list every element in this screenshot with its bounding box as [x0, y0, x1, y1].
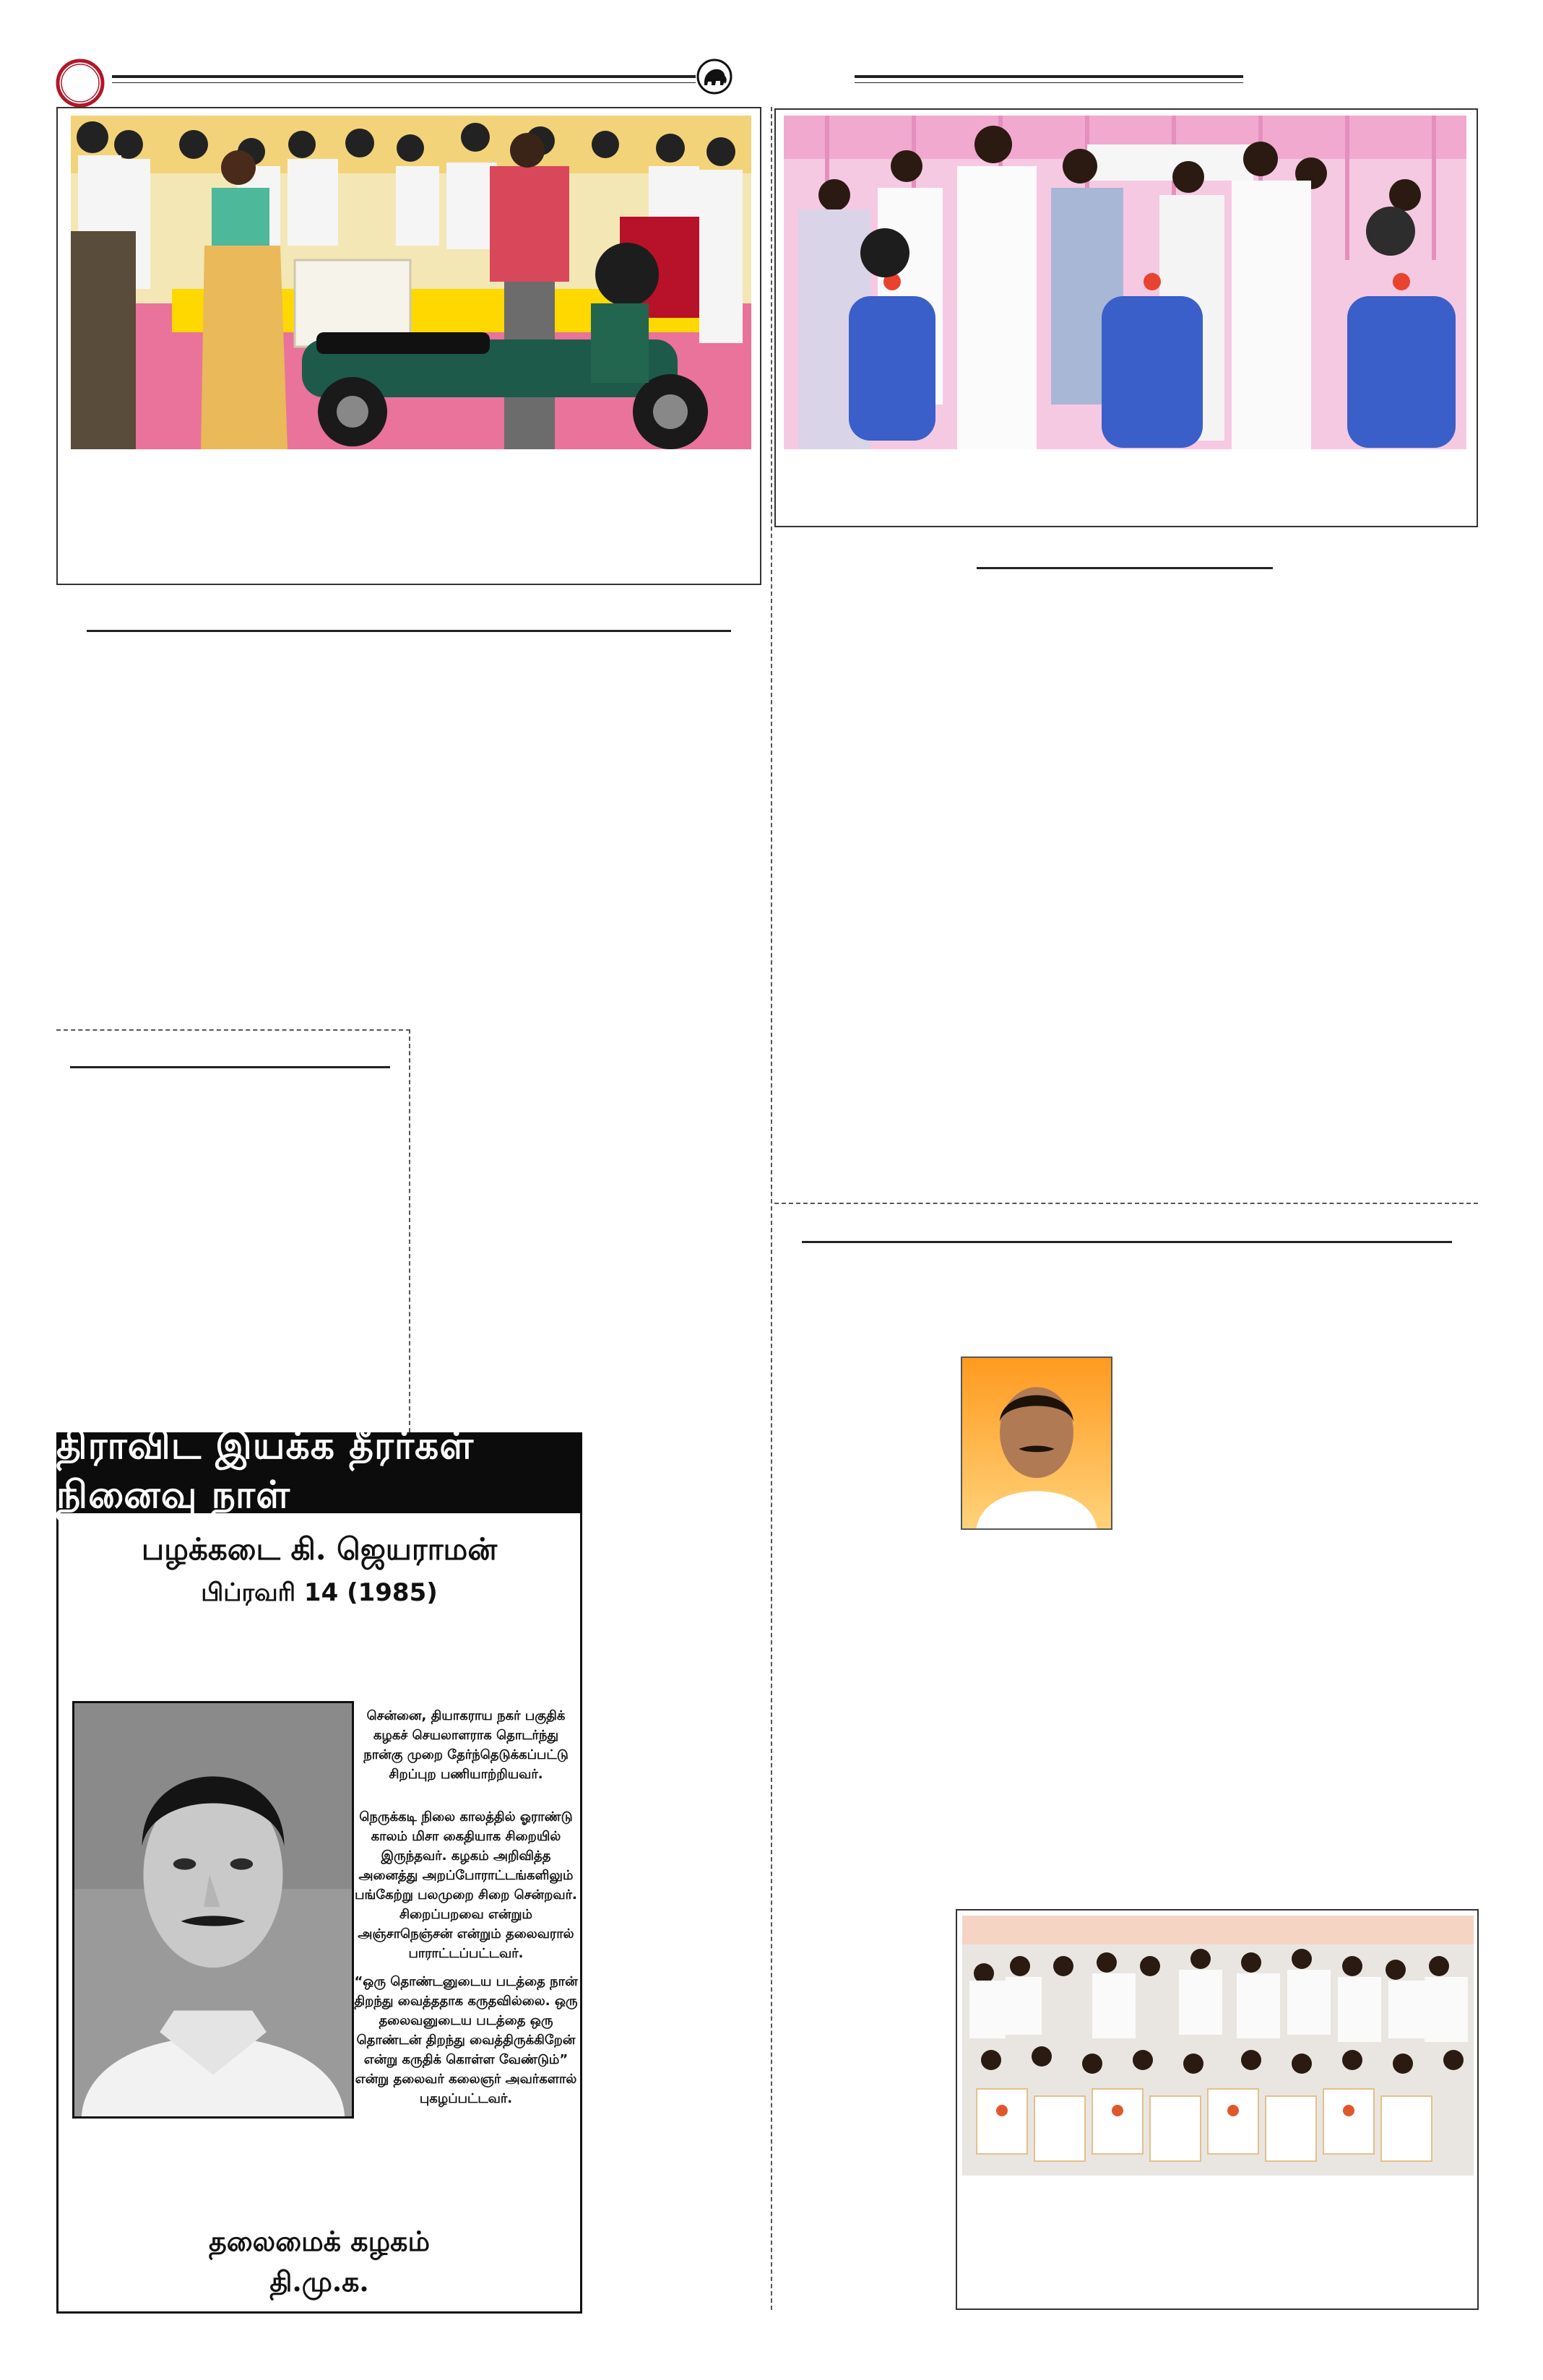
headline-rule-left [87, 630, 731, 632]
masthead-rule-left [112, 75, 696, 78]
portrait-leader [961, 1356, 1112, 1530]
photo-children-awards [962, 1916, 1474, 2176]
memorial-date: பிப்ரவரி 14 (1985) [201, 1578, 438, 1607]
photo-bike-handover [71, 116, 751, 449]
headline-rule-lower-right [802, 1241, 1452, 1243]
sidebar-right-border [409, 1029, 410, 1432]
photo-scooter-handover [784, 116, 1466, 449]
memorial-footer-line-2: தி.மு.க. [269, 2265, 369, 2298]
memorial-bio-paragraph-3: “ஒரு தொண்டனுடைய படத்தை நான் திறந்து வைத்ததாக கருதவில்லை. ஒரு தலைவனுடைய படத்தை ஒரு தொண்டன் திறந்து வைத்திருக்கிறேன் என்று கருதிக் கொள்ள வேண்டும்” என்று தலைவர் கலைஞர் அவர்களால் புகழப்பட்டவர். [354, 1974, 578, 2106]
memorial-footer-line-1: தலைமைக் கழகம் [208, 2225, 431, 2257]
masthead-rule-right [855, 75, 1243, 78]
sidebar-top-border [56, 1029, 410, 1031]
headline-rule-right [977, 567, 1273, 569]
sidebar-headline-rule [70, 1066, 390, 1068]
memorial-person-name: பழக்கடை கி. ஜெயராமன் [141, 1531, 498, 1567]
masthead-rule-left-thin [112, 82, 696, 83]
red-circle-icon [55, 58, 105, 108]
column-divider [771, 107, 772, 2310]
memorial-bio-paragraph-2: நெருக்கடி நிலை காலத்தில் ஓராண்டு காலம் மிசா கைதியாக சிறையில் இருந்தவர். கழகம் அறிவித்த அனைத்து அறப்போராட்டங்களிலும் பங்கேற்று பலமுறை சிறை சென்றவர். சிறைப்பறவை என்றும் அஞ்சாநெஞ்சன் என்றும் தலைவரால் பாராட்டப்பட்டவர். [355, 1809, 577, 1961]
masthead-rule-right-thin [855, 82, 1243, 83]
memorial-portrait [72, 1701, 354, 2119]
memorial-banner-title: திராவிட இயக்க தீரர்கள் நினைவு நாள் [56, 1432, 582, 1513]
section-divider-right [774, 1203, 1478, 1204]
elephant-emblem-icon [696, 58, 733, 95]
memorial-bio-paragraph-1: சென்னை, தியாகராய நகர் பகுதிக் கழகச் செயலாளராக தொடர்ந்து நான்கு முறை தேர்ந்தெடுக்கப்பட்டு சிறப்புற பணியாற்றியவர். [363, 1708, 569, 1782]
